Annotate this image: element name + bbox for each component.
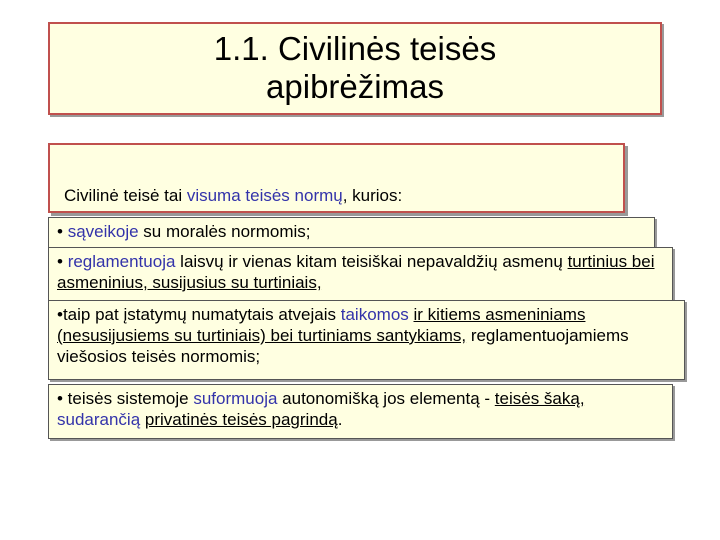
intro-part-3: , kurios: [342, 186, 403, 205]
bullet-3-text-2: reglamentuojamiems viešosios teisės normomis; [57, 326, 629, 366]
bullet-2-underlined: turtinius bei asmeninius, susijusius su turtiniais, [57, 252, 655, 292]
intro-box [48, 143, 625, 213]
bullet-4-underlined-2: privatinės teisės pagrindą [144, 410, 338, 429]
bullet-3-underlined: ir kitiems asmeniniams (nesusijusiems su turtiniais) bei turtiniams santykiams, [57, 305, 586, 345]
bullet-3-highlight: taikomos [340, 305, 409, 324]
bullet-2-highlight: reglamentuoja [67, 252, 176, 271]
title-line-2: apibrėžimas [266, 68, 444, 105]
bullet-3-text-1: •taip pat įstatymų numatytais atvejais [57, 305, 341, 324]
bullet-1 [48, 217, 655, 249]
bullet-1-marker: • [57, 222, 68, 241]
slide-title [48, 22, 662, 115]
intro-part-1: Civilinė teisė tai [64, 186, 187, 205]
bullet-1-highlight: sąveikoje [67, 222, 139, 241]
bullet-2 [48, 247, 673, 301]
intro-text [64, 186, 402, 206]
title-line-1: 1.1. Civilinės teisės [213, 30, 497, 67]
bullet-4-text-2: autonomišką jos elementą - [277, 389, 495, 408]
bullet-4-text-1: • teisės sistemoje [57, 389, 194, 408]
bullet-4-highlight-1: suformuoja [193, 389, 278, 408]
bullet-2-marker: • [57, 252, 68, 271]
bullet-1-text: su moralės normomis; [138, 222, 311, 241]
bullet-4-period: . [337, 410, 343, 429]
intro-highlight: visuma teisės normų [186, 186, 343, 205]
bullet-2-text: laisvų ir vienas kitam teisiškai nepavaldžių asmenų [175, 252, 568, 271]
bullet-4-highlight-2: sudarančią [57, 410, 141, 429]
bullet-4-underlined-1: teisės šaką, [494, 389, 585, 408]
bullet-3 [48, 300, 685, 380]
bullet-4 [48, 384, 673, 439]
